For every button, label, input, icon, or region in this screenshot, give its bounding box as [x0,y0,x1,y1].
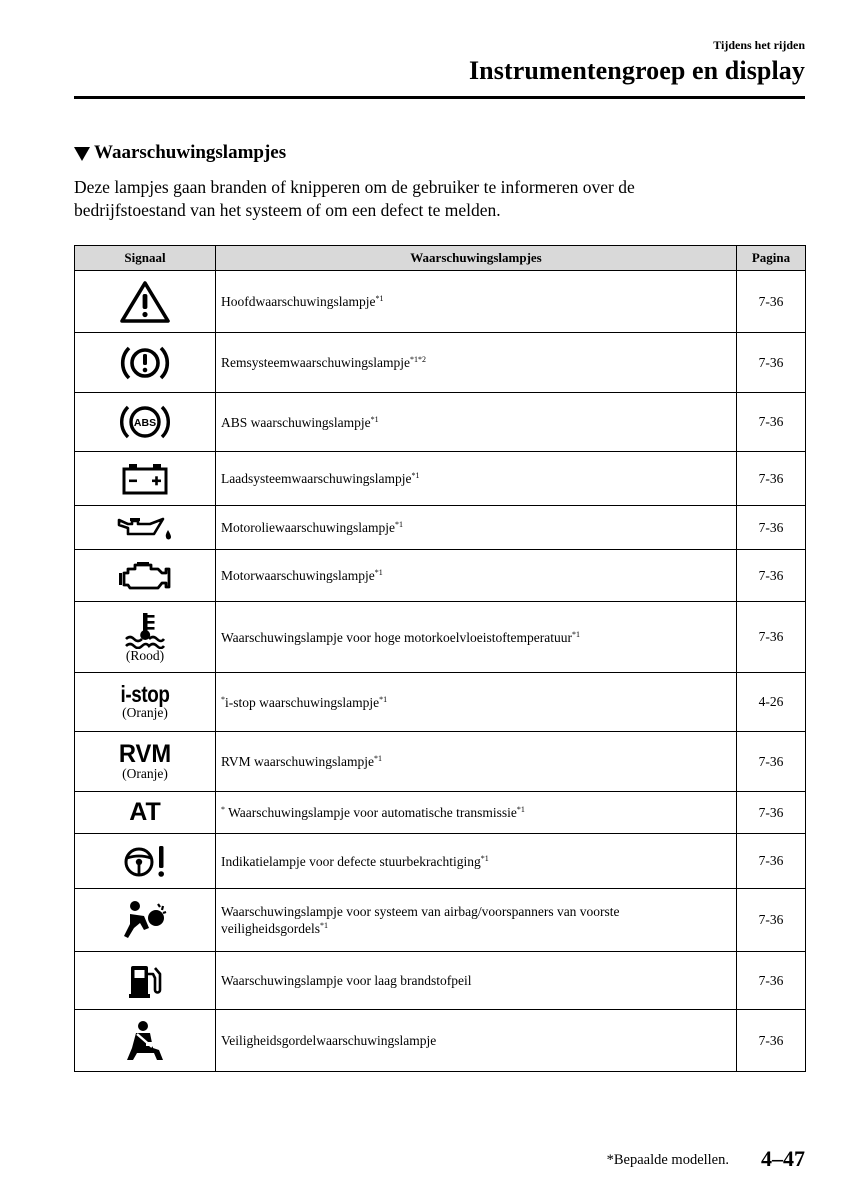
oil-can-icon [116,515,174,541]
table-row [75,792,806,834]
table-header-row [75,246,806,271]
table-row [75,732,806,792]
col-header-lamps: Waarschuwingslampjes [216,246,737,271]
table-row [75,834,806,889]
color-note: (Rood) [125,647,165,663]
footnote: *Bepaalde modellen. [606,1152,729,1168]
signal-cell [75,333,216,393]
running-header-section: Tijdens het rijden [713,38,805,52]
signal-cell [75,952,216,1010]
warning-lamps-table [74,245,806,1072]
airbag-icon [122,898,168,942]
section-heading [74,142,286,164]
lamp-description: Indikatielampje voor defecte stuurbekrachtiging$^{*1}$ [216,834,737,889]
table-row [75,271,806,333]
table-row [75,452,806,506]
page-reference: 7-36 [737,1010,806,1072]
brake-system-icon [118,342,172,384]
signal-cell [75,889,216,952]
lamp-description: ABS waarschuwingslampje$^{*1}$ [216,393,737,452]
page-reference: 7-36 [737,889,806,952]
lamp-description: Motorwaarschuwingslampje$^{*1}$ [216,550,737,602]
battery-icon [120,462,170,496]
signal-cell [75,393,216,452]
lamp-description: Motoroliewaarschuwingslampje$^{*1}$ [216,506,737,550]
table-row [75,952,806,1010]
page-number: 4–47 [761,1146,805,1171]
signal-cell [75,792,216,834]
page-reference: 7-36 [737,602,806,673]
lamp-description: Waarschuwingslampje voor hoge motorkoelvloeistoftemperatuur$^{*1}$ [216,602,737,673]
page-reference: 4-26 [737,673,806,732]
svg-text:ABS: ABS [133,417,157,429]
table-row [75,506,806,550]
abs-icon [118,401,172,443]
rvm-icon: RVM [118,739,172,768]
table-row [75,602,806,673]
table-row [75,550,806,602]
page-reference: 7-36 [737,506,806,550]
col-header-signal: Signaal [75,246,216,271]
page-reference: 7-36 [737,452,806,506]
coolant-temperature-icon [122,611,168,649]
lamp-description: Waarschuwingslampje voor systeem van airbag/voorspanners van voorste veiligheidsgordels$^{*1}$ [216,889,737,952]
signal-cell [75,602,216,673]
signal-cell [75,673,216,732]
signal-cell [75,1010,216,1072]
fuel-pump-icon [127,962,163,1000]
page-title: Instrumentengroep en display [468,56,805,85]
page-reference: 7-36 [737,333,806,393]
signal-cell [75,271,216,333]
lamp-description: RVM waarschuwingslampje$^{*1}$ [216,732,737,792]
page-reference: 7-36 [737,393,806,452]
signal-cell [75,732,216,792]
signal-cell [75,550,216,602]
table-row [75,333,806,393]
table-row [75,393,806,452]
table-row [75,889,806,952]
lamp-description: Hoofdwaarschuwingslampje$^{*1}$ [216,271,737,333]
color-note: (Oranje) [122,765,168,781]
page-reference: 7-36 [737,732,806,792]
page-reference: 7-36 [737,271,806,333]
power-steering-icon [122,843,168,879]
lamp-description: *i-stop waarschuwingslampje$^{*1}$ [216,673,737,732]
seatbelt-icon [123,1020,167,1062]
lamp-description: Veiligheidsgordelwaarschuwingslampje [216,1010,737,1072]
triangle-marker-icon [74,147,90,161]
signal-cell [75,834,216,889]
page-reference: 7-36 [737,952,806,1010]
page-reference: 7-36 [737,792,806,834]
lamp-description: Remsysteemwaarschuwingslampje$^{*1*2}$ [216,333,737,393]
at-icon: AT [129,798,161,826]
col-header-page: Pagina [737,246,806,271]
lamp-description: Waarschuwingslampje voor laag brandstofpeil [216,952,737,1010]
lamp-description: Laadsysteemwaarschuwingslampje$^{*1}$ [216,452,737,506]
page-reference: 7-36 [737,550,806,602]
warning-triangle-icon [119,280,171,324]
header-rule [74,96,805,99]
color-note: (Oranje) [122,705,168,720]
section-heading-text: Waarschuwingslampjes [94,142,287,163]
table-row [75,1010,806,1072]
lamp-description: * Waarschuwingslampje voor automatische transmissie$^{*1}$ [216,792,737,834]
signal-cell [75,506,216,550]
engine-icon [117,560,173,592]
signal-cell [75,452,216,506]
table-row [75,673,806,732]
page-reference: 7-36 [737,834,806,889]
intro-paragraph: Deze lampjes gaan branden of knipperen om de gebruiker te informeren over de bedrijfstoestand van het systeem of om een defect te melden. [74,177,635,220]
i-stop-icon: i-stop [120,681,170,707]
